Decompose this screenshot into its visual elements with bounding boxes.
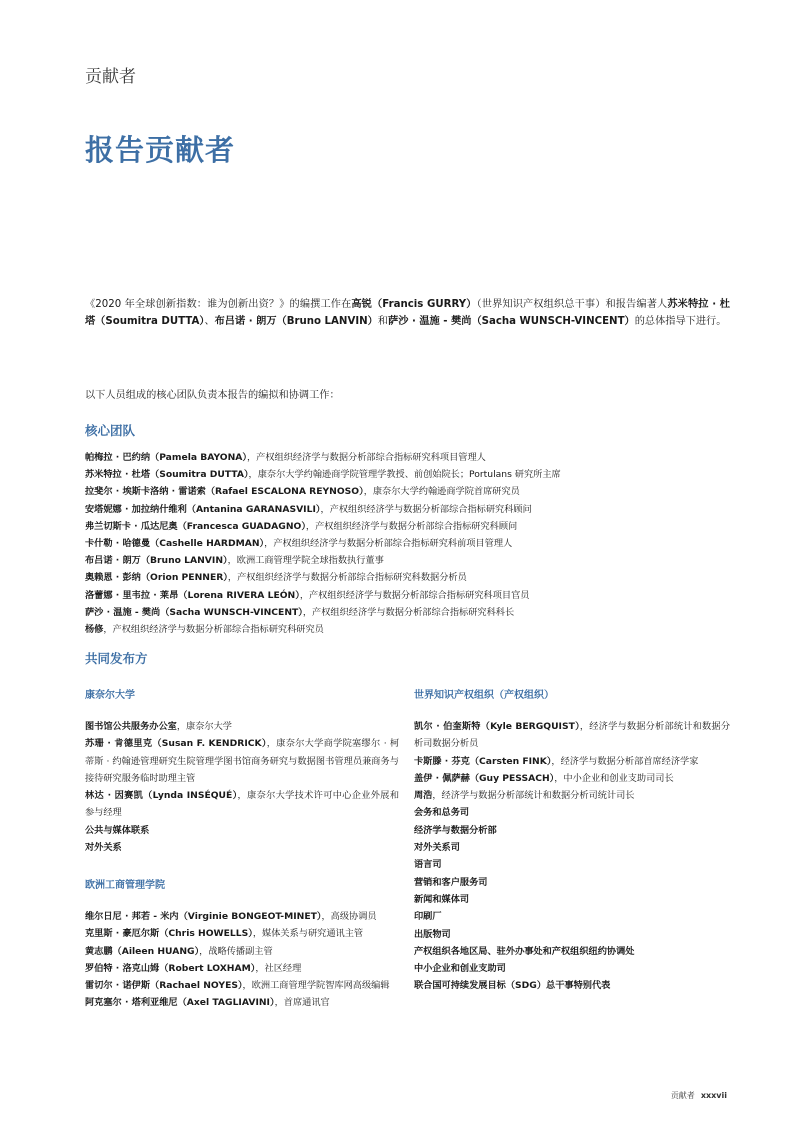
intro-text: （世界知识产权组织总干事）和报告编著人 xyxy=(476,299,668,310)
wipo-list xyxy=(414,718,730,995)
intro-text: 、 xyxy=(204,316,215,327)
cornell-item-name: 图书馆公共服务办公室 xyxy=(85,721,177,732)
wipo-item-name: 盖伊 · 佩萨赫（Guy PESSACH） xyxy=(414,772,555,784)
core-member-name: 安塔妮娜 · 加拉纳什维利（Antanina GARANASVILI） xyxy=(85,503,321,515)
core-member xyxy=(85,501,730,518)
wipo-item xyxy=(414,891,730,908)
wipo-item-name: 会务和总务司 xyxy=(414,807,470,819)
intro-name: 高锐（Francis GURRY） xyxy=(351,299,477,310)
core-member xyxy=(85,518,730,535)
insead-item-role: ，首席通讯官 xyxy=(274,997,330,1009)
insead-item-role: ，社区经理 xyxy=(255,962,302,974)
insead-heading: 欧洲工商管理学院 xyxy=(85,880,165,891)
core-member-role: ，产权组织经济学与数据分析部综合指标研究科项目官员 xyxy=(299,589,530,601)
core-member xyxy=(85,569,730,586)
page-number: xxxvii xyxy=(700,1091,727,1100)
insead-item-name: 黄志鹏（Aileen HUANG） xyxy=(85,945,200,957)
wipo-item-name: 中小企业和创业支助司 xyxy=(414,963,506,975)
core-member-name: 弗兰切斯卡 · 瓜达尼奥（Francesca GUADAGNO） xyxy=(85,520,306,532)
intro-text: 的总体指导下进行。 xyxy=(634,316,727,327)
intro-name: 苏米特拉 · 杜塔（Soumitra DUTTA） xyxy=(85,299,730,327)
core-team-list xyxy=(85,449,730,638)
core-member-name: 萨沙 · 温施 - 樊尚（Sacha WUNSCH-VINCENT） xyxy=(85,606,303,618)
core-member-role: ，欧洲工商管理学院全球指数执行董事 xyxy=(227,555,384,567)
insead-item xyxy=(85,977,399,994)
wipo-item-role: ，经济学与数据分析部统计和数据分析司数据分析员 xyxy=(414,721,731,750)
wipo-item-name: 周浩 xyxy=(414,790,433,802)
core-member xyxy=(85,552,730,569)
wipo-item-name: 联合国可持续发展目标（SDG）总干事特别代表 xyxy=(414,980,611,992)
wipo-item xyxy=(414,926,730,943)
core-member xyxy=(85,535,730,552)
core-member xyxy=(85,604,730,621)
insead-item-name: 雷切尔 · 诺伊斯（Rachael NOYES） xyxy=(85,980,243,992)
insead-item-name: 维尔日尼 · 邦若 - 米内（Virginie BONGEOT-MINET） xyxy=(85,911,322,922)
core-member-name: 布吕诺 · 朗万（Bruno LANVIN） xyxy=(85,555,228,567)
core-member-role: ，产权组织经济学与数据分析部综合指标研究科研究员 xyxy=(103,624,324,636)
wipo-item-role: ，经济学与数据分析部首席经济学家 xyxy=(551,755,699,767)
wipo-item xyxy=(414,943,730,960)
core-member xyxy=(85,449,730,466)
core-member-name: 奥赖恩 · 彭纳（Orion PENNER） xyxy=(85,572,228,584)
core-member-name: 苏米特拉 · 杜塔（Soumitra DUTTA） xyxy=(85,469,249,481)
wipo-item xyxy=(414,874,730,891)
core-member xyxy=(85,621,730,638)
core-member-name: 洛蕾娜 · 里韦拉 · 莱昂（Lorena RIVERA LEÓN） xyxy=(85,589,300,601)
cornell-item xyxy=(85,718,399,735)
wipo-item-role: ，中小企业和创业支助司司长 xyxy=(554,772,674,784)
wipo-item-name: 出版物司 xyxy=(414,928,451,940)
wipo-item-name: 卡斯滕 · 芬克（Carsten FINK） xyxy=(414,755,552,767)
wipo-item-name: 语言司 xyxy=(414,859,442,871)
cornell-item-role: ，康奈尔大学技术许可中心企业外展和参与经理 xyxy=(85,790,400,819)
cornell-item-name: 林达 · 因赛凯（Lynda INSÉQUÉ） xyxy=(85,790,238,802)
wipo-item-name: 产权组织各地区局、驻外办事处和产权组织纽约协调处 xyxy=(414,945,635,957)
intro-name: 布吕诺 · 朗万（Bruno LANVIN） xyxy=(214,316,378,327)
core-member-role: ，康奈尔大学约翰逊商学院首席研究员 xyxy=(363,486,520,498)
insead-item-role: ，高级协调员 xyxy=(321,911,377,922)
cornell-item-name: 对外关系 xyxy=(85,842,122,854)
core-member-name: 拉斐尔 · 埃斯卡洛纳 · 雷诺索（Rafael ESCALONA REYNOSO） xyxy=(85,486,364,498)
wipo-item-name: 营销和客户服务司 xyxy=(414,876,488,888)
intro-name: 萨沙 · 温施 - 樊尚（Sacha WUNSCH-VINCENT） xyxy=(388,316,635,327)
insead-item-role: ，媒体关系与研究通讯主管 xyxy=(252,928,364,940)
insead-list xyxy=(85,908,399,1012)
core-member-name: 杨修 xyxy=(85,624,104,636)
wipo-item xyxy=(414,908,730,925)
core-member xyxy=(85,466,730,483)
wipo-item xyxy=(414,787,730,804)
insead-item xyxy=(85,908,399,925)
section-label: 贡献者 xyxy=(85,67,136,87)
core-member-role: ，产权组织经济学与数据分析部综合指标研究科项目管理人 xyxy=(247,452,486,463)
wipo-item xyxy=(414,718,730,753)
wipo-heading: 世界知识产权组织（产权组织） xyxy=(414,690,554,701)
footer-label: 贡献者 xyxy=(670,1091,695,1100)
cornell-item xyxy=(85,735,399,787)
core-team-heading: 核心团队 xyxy=(85,423,136,438)
insead-item-role: ，战略传播副主管 xyxy=(199,945,273,957)
intro-text: 《2020 年全球创新指数：谁为创新出资？》的编撰工作在 xyxy=(85,299,352,310)
insead-item xyxy=(85,960,399,977)
lead-text: 以下人员组成的核心团队负责本报告的编拟和协调工作： xyxy=(85,390,340,401)
page-title: 报告贡献者 xyxy=(85,133,236,167)
core-member-role: ，产权组织经济学与数据分析部综合指标研究科顾问 xyxy=(305,520,518,532)
core-member-role: ，产权组织经济学与数据分析部综合指标研究科前项目管理人 xyxy=(264,538,513,550)
core-member-role: ，康奈尔大学约翰逊商学院管理学教授、前创始院长；Portulans 研究所主席 xyxy=(248,469,561,481)
wipo-item xyxy=(414,839,730,856)
wipo-item xyxy=(414,753,730,770)
core-member-name: 卡什勒 · 哈德曼（Cashelle HARDMAN） xyxy=(85,538,265,550)
wipo-item-name: 印刷厂 xyxy=(414,911,442,923)
insead-item xyxy=(85,994,399,1011)
cornell-item xyxy=(85,822,399,839)
core-member-role: ，产权组织经济学与数据分析部综合指标研究科顾问 xyxy=(320,503,532,515)
wipo-item xyxy=(414,804,730,821)
cornell-item-role: ，康奈尔大学 xyxy=(176,721,232,732)
cornell-item xyxy=(85,839,399,856)
insead-item-role: ，欧洲工商管理学院智库网高级编辑 xyxy=(242,980,390,992)
cornell-item-name: 苏珊 · 肯德里克（Susan F. KENDRICK） xyxy=(85,738,267,750)
insead-item-name: 克里斯 · 豪厄尔斯（Chris HOWELLS） xyxy=(85,928,253,940)
wipo-item-name: 经济学与数据分析部 xyxy=(414,824,497,836)
wipo-item xyxy=(414,822,730,839)
co-publishers-heading: 共同发布方 xyxy=(85,651,148,666)
core-member-role: ，产权组织经济学与数据分析部综合指标研究科科长 xyxy=(302,606,515,618)
insead-item-name: 罗伯特 · 洛克山姆（Robert LOXHAM） xyxy=(85,962,256,974)
core-member xyxy=(85,587,730,604)
wipo-item-name: 对外关系司 xyxy=(414,842,460,854)
wipo-item xyxy=(414,960,730,977)
cornell-item-name: 公共与媒体联系 xyxy=(85,824,150,836)
insead-item-name: 阿克塞尔 · 塔利亚维尼（Axel TAGLIAVINI） xyxy=(85,997,275,1009)
cornell-heading: 康奈尔大学 xyxy=(85,690,135,701)
wipo-item-name: 凯尔 · 伯奎斯特（Kyle BERGQUIST） xyxy=(414,721,580,732)
intro-text: 和 xyxy=(377,316,389,327)
core-member-role: ，产权组织经济学与数据分析部综合指标研究科数据分析员 xyxy=(227,572,467,584)
page-footer xyxy=(671,1090,727,1101)
insead-item xyxy=(85,925,399,942)
wipo-item-name: 新闻和媒体司 xyxy=(414,893,470,905)
cornell-item-role: ，康奈尔大学商学院塞缪尔 · 柯蒂斯 · 约翰逊管理研究生院管理学图书馆商务研究与数据图书管理员兼商务与接待研究服务临时助理主管 xyxy=(85,738,400,784)
core-member xyxy=(85,483,730,500)
cornell-list xyxy=(85,718,399,856)
insead-item xyxy=(85,943,399,960)
wipo-item xyxy=(414,770,730,787)
cornell-item xyxy=(85,787,399,822)
core-member-name: 帕梅拉 · 巴约纳（Pamela BAYONA） xyxy=(85,452,247,463)
wipo-item xyxy=(414,977,730,994)
intro-paragraph xyxy=(85,296,730,330)
wipo-item xyxy=(414,856,730,873)
wipo-item-role: ，经济学与数据分析部统计和数据分析司统计司长 xyxy=(432,790,635,802)
